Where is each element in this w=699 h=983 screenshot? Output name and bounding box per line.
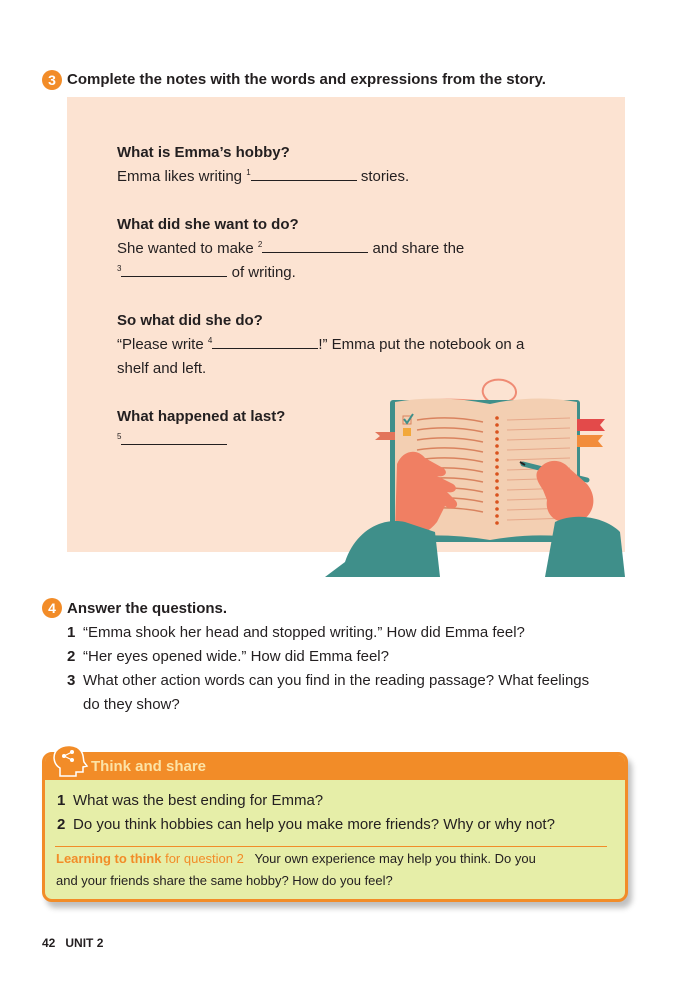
blank-number: 1 (246, 168, 251, 177)
exercise-4-list (67, 621, 627, 717)
note-question-4: What happened at last? (117, 408, 286, 425)
blank-number: 3 (117, 264, 122, 273)
note-text: Emma likes writing (117, 168, 247, 185)
item-text: What other action words can you find in the reading passage? What feelings (83, 672, 590, 689)
list-item (57, 789, 617, 813)
note-text: “Please write (117, 336, 208, 353)
note-text: and share the (368, 240, 465, 257)
blank-number: 5 (117, 432, 122, 441)
note-answer-2 (117, 240, 464, 257)
blank-3[interactable] (121, 264, 227, 277)
note-question-2: What did she want to do? (117, 216, 299, 233)
list-item (67, 645, 627, 669)
item-number: 1 (57, 792, 66, 809)
notebook-illustration (325, 372, 627, 577)
divider (55, 846, 607, 847)
note-answer-1 (117, 168, 409, 185)
page-footer (42, 936, 103, 950)
note-answer-3-cont: shelf and left. (117, 360, 207, 377)
item-number: 2 (57, 816, 66, 833)
item-text: “Emma shook her head and stopped writing.” How did Emma feel? (83, 624, 525, 641)
head-share-icon (50, 744, 90, 778)
list-item (67, 621, 627, 645)
note-question-1: What is Emma’s hobby? (117, 144, 290, 161)
note-answer-3 (117, 336, 524, 353)
ltt-for: for question 2 (165, 851, 244, 866)
blank-1[interactable] (251, 168, 357, 181)
note-text: stories. (356, 168, 410, 185)
note-text: She wanted to make (117, 240, 258, 257)
unit-label: UNIT 2 (65, 936, 104, 950)
exercise-4-title: Answer the questions. (67, 600, 228, 617)
blank-number: 4 (207, 336, 213, 345)
item-number: 2 (67, 648, 76, 665)
note-answer-2-cont (117, 264, 296, 281)
blank-number: 2 (257, 240, 263, 249)
ltt-text-cont: and your friends share the same hobby? How do you feel? (56, 873, 393, 888)
note-answer-4 (117, 432, 227, 449)
item-number: 3 (67, 672, 76, 689)
page-number: 42 (42, 936, 56, 950)
item-text: What was the best ending for Emma? (73, 792, 324, 809)
blank-2[interactable] (262, 240, 368, 253)
exercise-4-badge: 4 (42, 598, 62, 618)
item-number: 1 (67, 624, 76, 641)
exercise-3-badge: 3 (42, 70, 62, 90)
ltt-label: Learning to think (56, 851, 162, 866)
ltt-text: Your own experience may help you think. Do you (254, 851, 536, 866)
note-text: !” Emma put the notebook on a (318, 336, 525, 353)
list-item (57, 813, 617, 837)
list-item (67, 669, 627, 693)
item-text: Do you think hobbies can help you make more friends? Why or why not? (73, 816, 555, 833)
item-text: “Her eyes opened wide.” How did Emma feel? (83, 648, 389, 665)
think-share-list (57, 789, 617, 837)
exercise-3-title: Complete the notes with the words and expressions from the story. (67, 71, 546, 88)
think-share-title: Think and share (91, 758, 207, 775)
blank-5[interactable] (121, 432, 227, 445)
list-item-cont: do they show? (83, 696, 180, 713)
learning-to-think (56, 848, 616, 892)
blank-4[interactable] (212, 336, 318, 349)
note-text: of writing. (227, 264, 296, 281)
note-question-3: So what did she do? (117, 312, 263, 329)
